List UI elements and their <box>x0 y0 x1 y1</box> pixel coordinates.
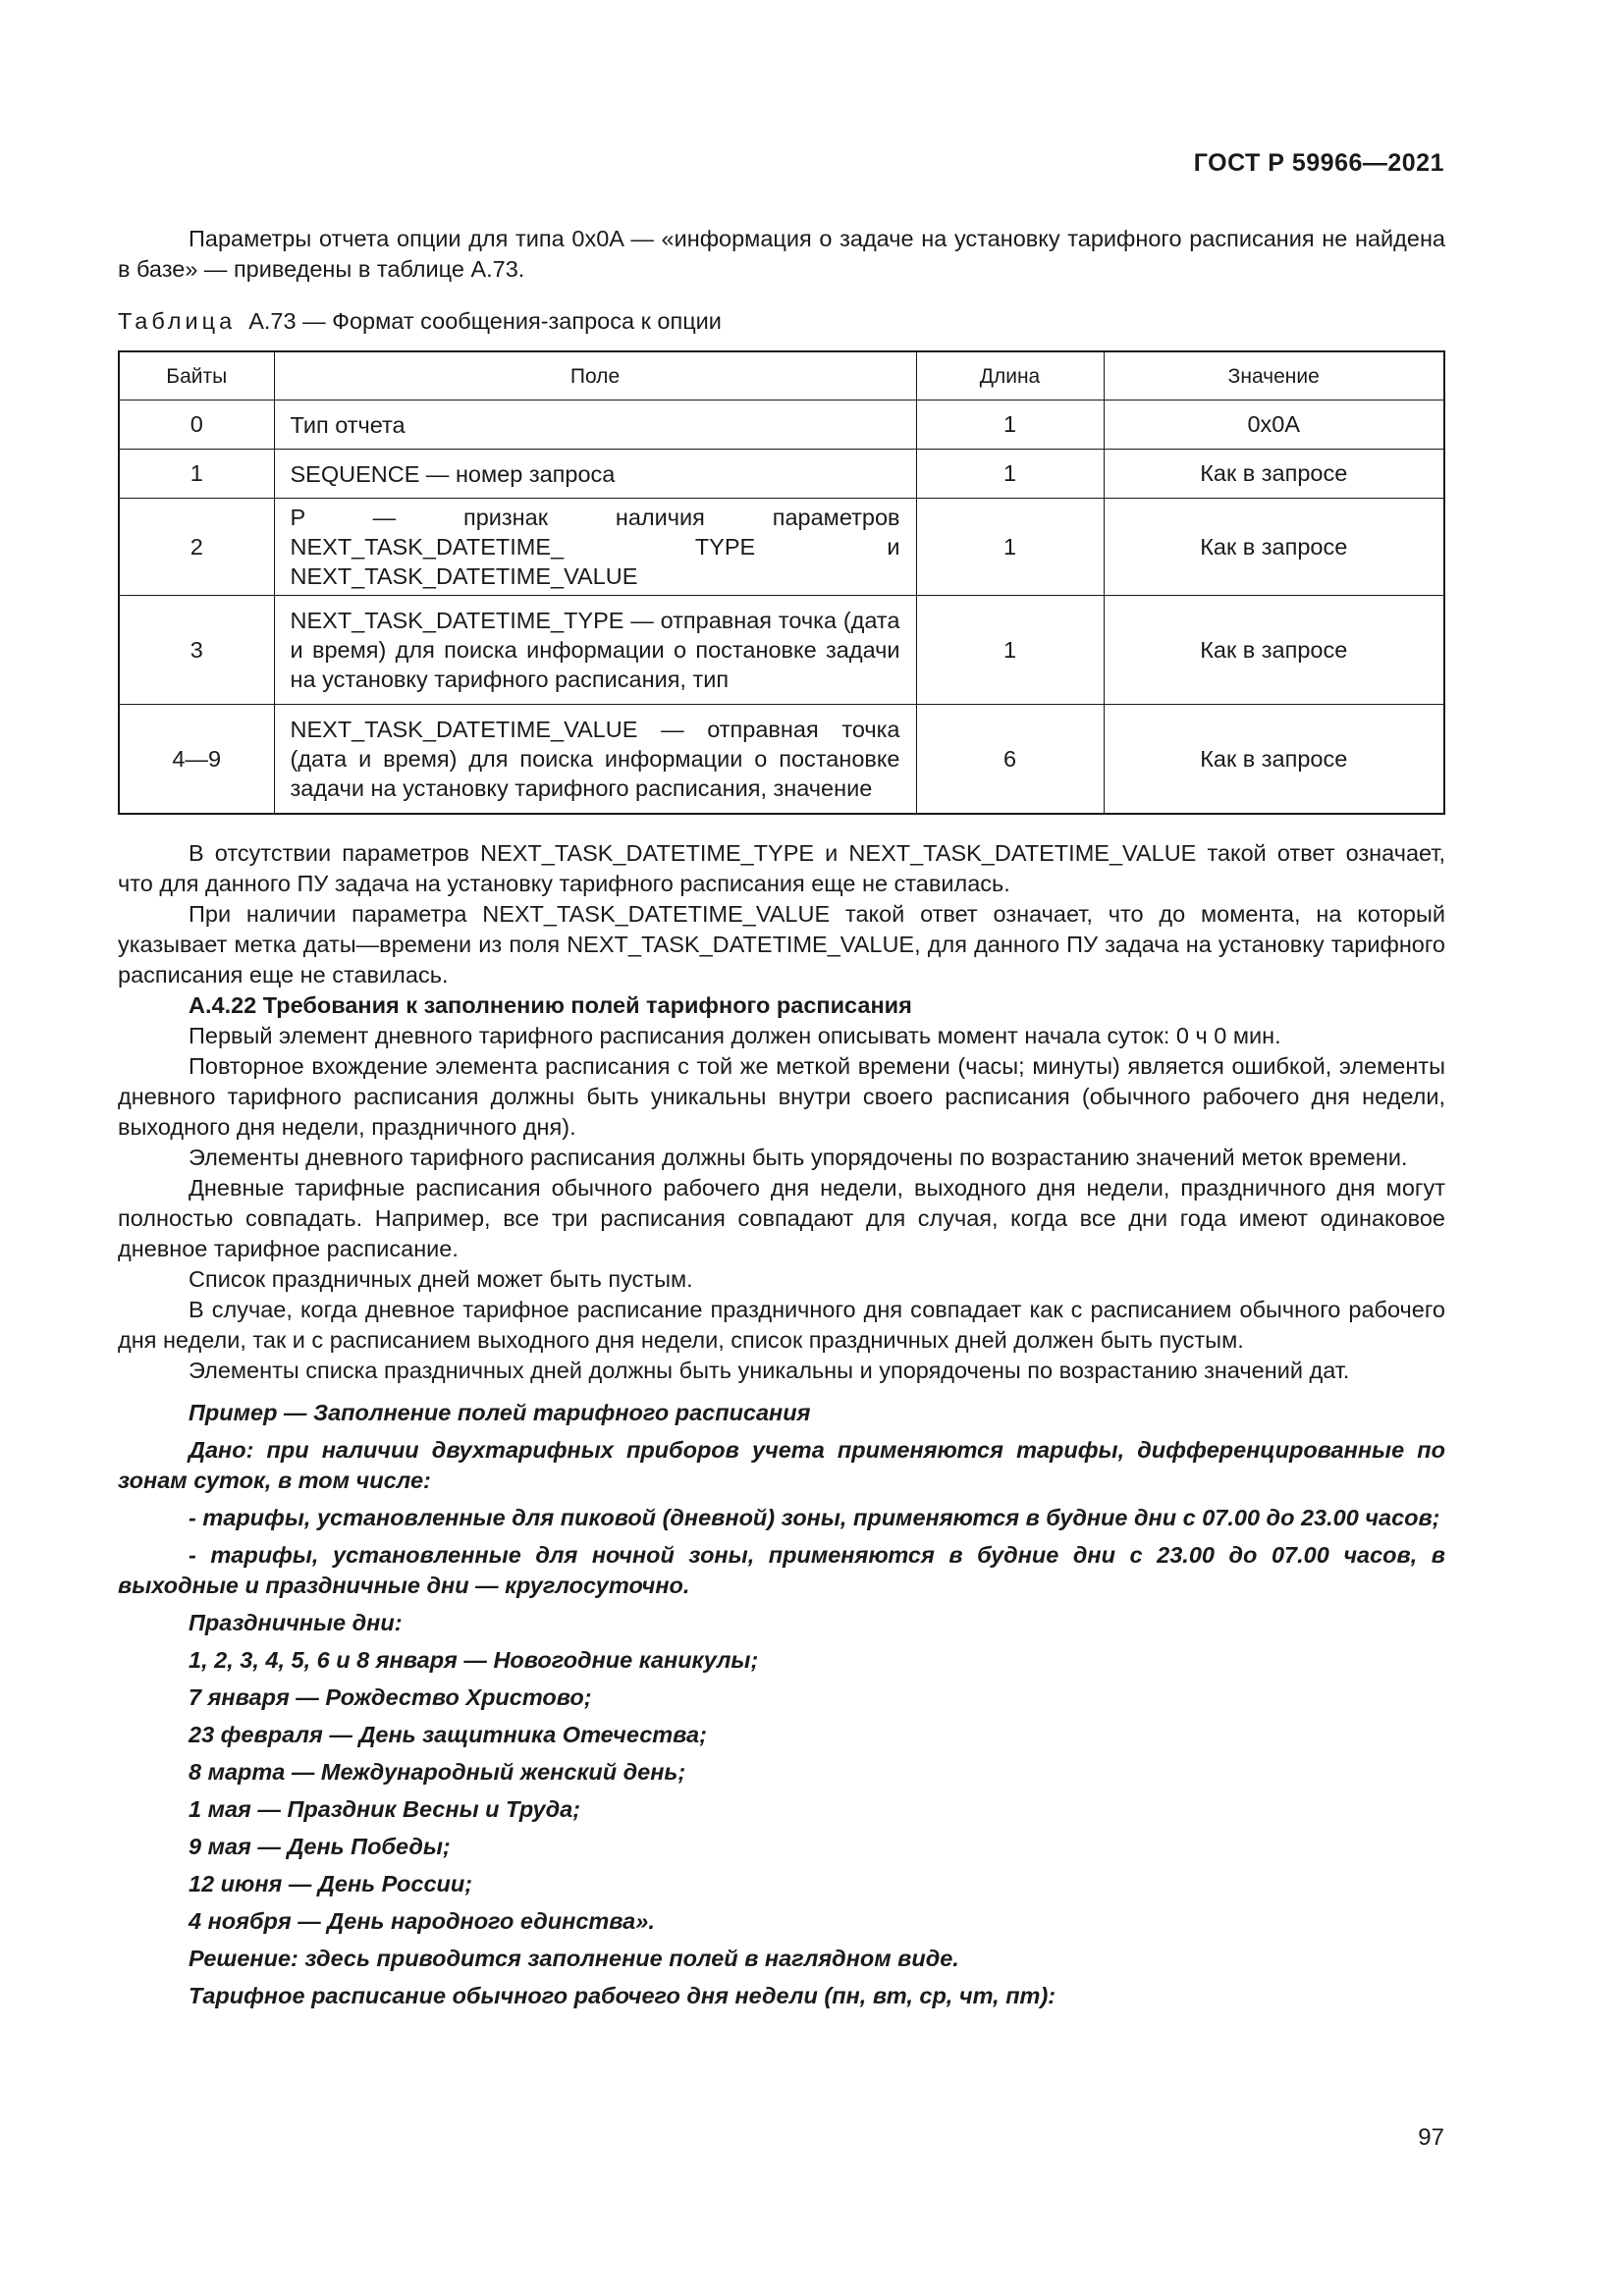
cell-value: Как в запросе <box>1104 499 1444 596</box>
header-bytes: Байты <box>119 351 274 400</box>
body-paragraph: В отсутствии параметров NEXT_TASK_DATETIME_TYPE и NEXT_TASK_DATETIME_VALUE такой ответ означает, что для данного ПУ задача на установку тарифного расписания еще не ставилась. <box>118 840 1445 896</box>
cell-bytes: 2 <box>119 499 274 596</box>
table-caption-text: А.73 — Формат сообщения-запроса к опции <box>248 308 722 334</box>
example-line: - тарифы, установленные для ночной зоны, применяются в будние дни с 23.00 до 07.00 часов, в выходные и праздничные дни — круглосуточно. <box>118 1542 1445 1598</box>
section-paragraph: Повторное вхождение элемента расписания с той же меткой времени (часы; минуты) является ошибкой, элементы дневного тарифного расписания должны быть уникальны внутри своего расписания (обычного рабочего дня недели, выходного дня недели, праздничного дня). <box>118 1053 1445 1140</box>
cell-length: 1 <box>916 450 1104 499</box>
table-caption <box>118 306 1445 337</box>
section-paragraph: Список праздничных дней может быть пустым. <box>189 1266 693 1292</box>
cell-length: 1 <box>916 596 1104 705</box>
body-paragraph: При наличии параметра NEXT_TASK_DATETIME_VALUE такой ответ означает, что до момента, на который указывает метка даты—времени из поля NEXT_TASK_DATETIME_VALUE, для данного ПУ задача на установку тарифного расписания еще не ставилась. <box>118 901 1445 988</box>
header-field: Поле <box>274 351 916 400</box>
cell-value: Как в запросе <box>1104 450 1444 499</box>
section-paragraph: Дневные тарифные расписания обычного рабочего дня недели, выходного дня недели, праздничного дня могут полностью совпадать. Например, все три расписания совпадают для случая, когда все дни года имеют одинаковое дневное тарифное расписание. <box>118 1175 1445 1261</box>
cell-length: 1 <box>916 499 1104 596</box>
section-paragraph: Первый элемент дневного тарифного расписания должен описывать момент начала суток: 0 ч 0 мин. <box>189 1023 1281 1048</box>
holiday-item: 23 февраля — День защитника Отечества; <box>189 1722 707 1747</box>
page-content <box>118 224 1445 2018</box>
cell-field: NEXT_TASK_DATETIME_VALUE — отправная точка (дата и время) для поиска информации о постановке задачи на установку тарифного расписания, значение <box>274 705 916 815</box>
page-number: 97 <box>1418 2124 1444 2151</box>
table-caption-prefix: Таблица <box>118 308 237 334</box>
cell-value: Как в запросе <box>1104 705 1444 815</box>
cell-bytes: 0 <box>119 400 274 450</box>
intro-paragraph: Параметры отчета опции для типа 0x0A — «информация о задаче на установку тарифного расписания не найдена в базе» — приведены в таблице А.73. <box>118 226 1445 282</box>
example-line: Тарифное расписание обычного рабочего дня недели (пн, вт, ср, чт, пт): <box>189 1983 1056 2008</box>
table-header-row <box>119 351 1444 400</box>
cell-field: NEXT_TASK_DATETIME_TYPE — отправная точка (дата и время) для поиска информации о постановке задачи на установку тарифного расписания, тип <box>274 596 916 705</box>
cell-field: P — признак наличия параметров NEXT_TASK_DATETIME_ TYPE и NEXT_TASK_DATETIME_VALUE <box>274 499 916 596</box>
section-paragraph: В случае, когда дневное тарифное расписание праздничного дня совпадает как с расписанием обычного рабочего дня недели, так и с расписанием выходного дня недели, список праздничных дней должен быть пустым. <box>118 1297 1445 1353</box>
format-table <box>118 350 1445 815</box>
cell-field: SEQUENCE — номер запроса <box>274 450 916 499</box>
table-row <box>119 400 1444 450</box>
holiday-item: 1 мая — Праздник Весны и Труда; <box>189 1796 581 1822</box>
section-paragraph: Элементы дневного тарифного расписания должны быть упорядочены по возрастанию значений меток времени. <box>189 1145 1408 1170</box>
cell-value: 0x0A <box>1104 400 1444 450</box>
table-row <box>119 450 1444 499</box>
standard-designation: ГОСТ Р 59966—2021 <box>1193 149 1444 177</box>
example-title: Пример — Заполнение полей тарифного расписания <box>189 1400 811 1425</box>
holiday-item: 12 июня — День России; <box>189 1871 473 1896</box>
section-heading: А.4.22 Требования к заполнению полей тарифного расписания <box>189 992 912 1018</box>
example-line: Дано: при наличии двухтарифных приборов учета применяются тарифы, дифференцированные по зонам суток, в том числе: <box>118 1437 1445 1493</box>
holiday-item: 1, 2, 3, 4, 5, 6 и 8 января — Новогодние каникулы; <box>189 1647 759 1673</box>
holiday-item: 4 ноября — День народного единства». <box>189 1908 655 1934</box>
cell-value: Как в запросе <box>1104 596 1444 705</box>
cell-bytes: 3 <box>119 596 274 705</box>
table-row <box>119 596 1444 705</box>
example-line: Решение: здесь приводится заполнение полей в наглядном виде. <box>189 1946 959 1971</box>
cell-bytes: 4—9 <box>119 705 274 815</box>
holiday-item: 7 января — Рождество Христово; <box>189 1684 592 1710</box>
cell-bytes: 1 <box>119 450 274 499</box>
holiday-item: 9 мая — День Победы; <box>189 1834 451 1859</box>
header-value: Значение <box>1104 351 1444 400</box>
cell-field: Тип отчета <box>274 400 916 450</box>
header-length: Длина <box>916 351 1104 400</box>
holiday-item: 8 марта — Международный женский день; <box>189 1759 686 1785</box>
table-row <box>119 499 1444 596</box>
cell-length: 1 <box>916 400 1104 450</box>
section-paragraph: Элементы списка праздничных дней должны быть уникальны и упорядочены по возрастанию значений дат. <box>189 1358 1350 1383</box>
example-line: - тарифы, установленные для пиковой (дневной) зоны, применяются в будние дни с 07.00 до 23.00 часов; <box>189 1505 1440 1530</box>
table-row <box>119 705 1444 815</box>
example-line: Праздничные дни: <box>189 1610 403 1635</box>
cell-length: 6 <box>916 705 1104 815</box>
